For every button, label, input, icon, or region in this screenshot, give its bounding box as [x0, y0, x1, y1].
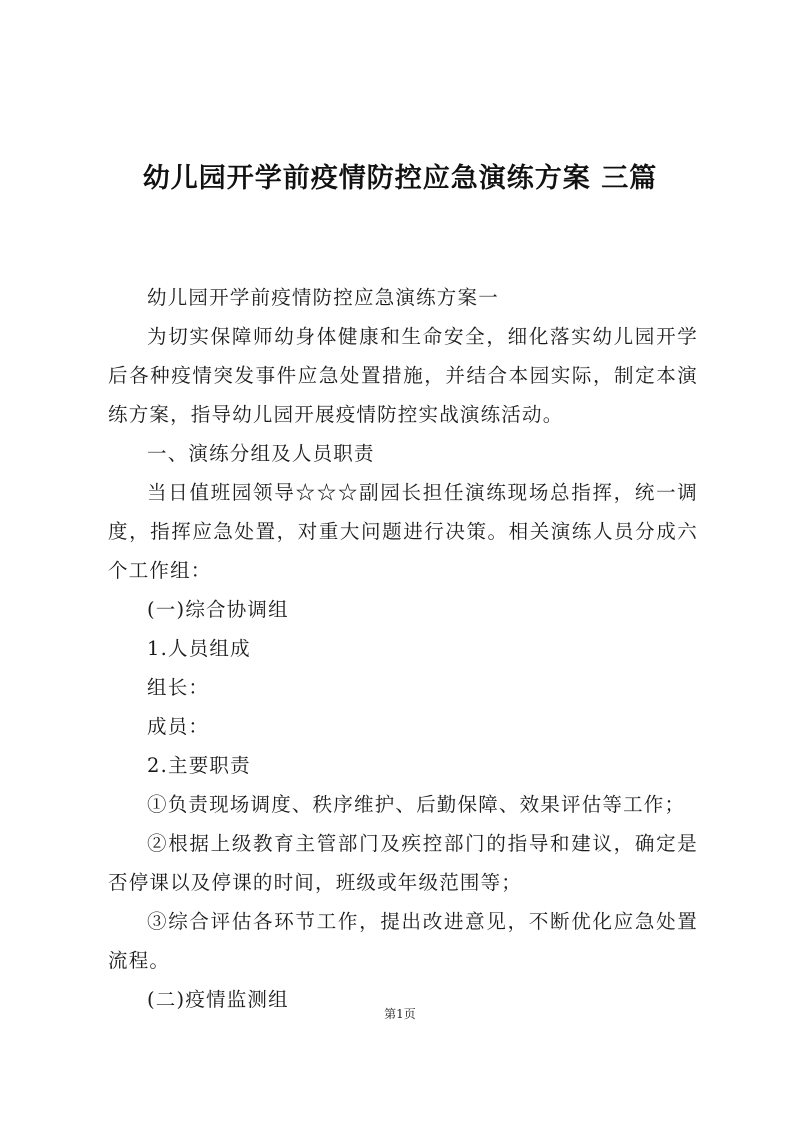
- paragraph-main-duties: 2.主要职责: [147, 754, 251, 777]
- paragraph-intro: 为切实保障师幼身体健康和生命安全，细化落实幼儿园开学后各种疫情突发事件应急处置措施，并结合本园实际，制定本演练方案，指导幼儿园开展疫情防控实战演练活动。: [108, 325, 698, 426]
- paragraph-group-leader: 组长：: [147, 676, 210, 699]
- page-number: 第1页: [384, 1007, 416, 1021]
- paragraph-group-one-heading: (一)综合协调组: [147, 598, 289, 621]
- paragraph-section-heading: 一、演练分组及人员职责: [147, 442, 375, 465]
- paragraph-duty-three: ③综合评估各环节工作，提出改进意见，不断优化应急处置流程。: [108, 910, 698, 972]
- paragraph-duty-two: ②根据上级教育主管部门及疾控部门的指导和建议，确定是否停课以及停课的时间，班级或年级范围等；: [108, 832, 698, 894]
- paragraph-group-two-heading: (二)疫情监测组: [147, 988, 289, 1011]
- document-body: [108, 278, 698, 1019]
- document-title: 幼儿园开学前疫情防控应急演练方案 三篇: [142, 163, 658, 194]
- paragraph-duty-one: ①负责现场调度、秩序维护、后勤保障、效果评估等工作；: [147, 793, 686, 816]
- paragraph-group-members: 成员：: [147, 715, 210, 738]
- paragraph-staff-composition: 1.人员组成: [147, 637, 251, 660]
- paragraph-plan-heading: 幼儿园开学前疫情防控应急演练方案一: [147, 286, 499, 309]
- paragraph-commander: 当日值班园领导☆☆☆副园长担任演练现场总指挥，统一调度，指挥应急处置，对重大问题进行决策。相关演练人员分成六个工作组：: [108, 481, 698, 582]
